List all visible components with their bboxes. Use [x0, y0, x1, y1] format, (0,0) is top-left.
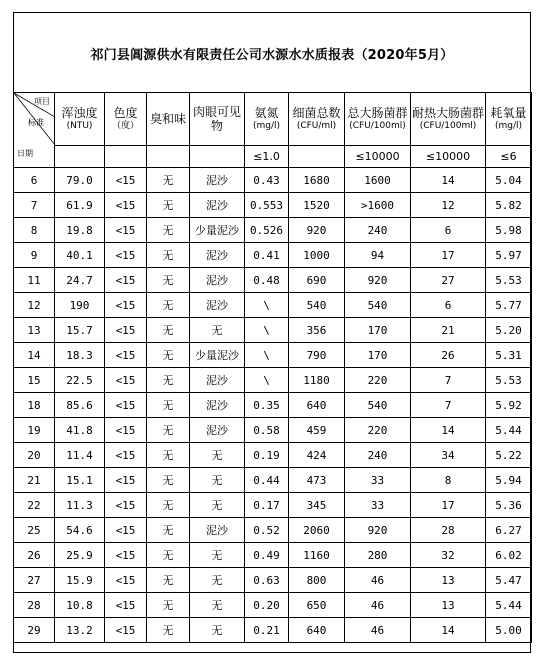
value-cell: 28: [411, 518, 486, 543]
value-cell: <15: [105, 393, 147, 418]
value-cell: 640: [289, 393, 345, 418]
value-cell: 无: [147, 168, 190, 193]
value-cell: 85.6: [55, 393, 105, 418]
value-cell: 540: [289, 293, 345, 318]
value-cell: 17: [411, 493, 486, 518]
value-cell: 5.92: [486, 393, 532, 418]
value-cell: 泥沙: [190, 168, 245, 193]
value-cell: 无: [190, 468, 245, 493]
value-cell: <15: [105, 493, 147, 518]
diag-label-standard: 标准: [28, 118, 44, 127]
value-cell: 无: [147, 393, 190, 418]
value-cell: 11.4: [55, 443, 105, 468]
column-header-name: 色度: [113, 106, 138, 120]
value-cell: 12: [411, 193, 486, 218]
value-cell: 5.44: [486, 593, 532, 618]
value-cell: 无: [147, 468, 190, 493]
value-cell: >1600: [345, 193, 411, 218]
value-cell: 5.22: [486, 443, 532, 468]
value-cell: 无: [147, 368, 190, 393]
column-header: [289, 93, 345, 146]
value-cell: 7: [411, 393, 486, 418]
value-cell: <15: [105, 193, 147, 218]
value-cell: 10.8: [55, 593, 105, 618]
value-cell: 5.31: [486, 343, 532, 368]
value-cell: 13.2: [55, 618, 105, 643]
table-row: [14, 543, 532, 568]
table-row: [14, 518, 532, 543]
standard-row: [14, 146, 532, 168]
value-cell: 5.53: [486, 368, 532, 393]
value-cell: 5.00: [486, 618, 532, 643]
value-cell: 6.27: [486, 518, 532, 543]
value-cell: <15: [105, 518, 147, 543]
value-cell: 5.77: [486, 293, 532, 318]
date-cell: 26: [14, 543, 55, 568]
value-cell: 5.97: [486, 243, 532, 268]
standard-cell: ≤10000: [345, 146, 411, 168]
value-cell: \: [245, 293, 289, 318]
column-header-name: 肉眼可见: [192, 105, 241, 119]
value-cell: 33: [345, 493, 411, 518]
column-header-unit: （度）: [111, 121, 139, 131]
value-cell: 0.52: [245, 518, 289, 543]
value-cell: 25.9: [55, 543, 105, 568]
value-cell: 170: [345, 343, 411, 368]
date-cell: 15: [14, 368, 55, 393]
diag-label-item: 项目: [34, 97, 50, 106]
value-cell: 0.21: [245, 618, 289, 643]
value-cell: 泥沙: [190, 193, 245, 218]
diagonal-header-cell: [14, 93, 55, 168]
column-header-unit: (CFU/100ml): [419, 121, 477, 131]
value-cell: 0.35: [245, 393, 289, 418]
value-cell: 46: [345, 593, 411, 618]
value-cell: 无: [147, 418, 190, 443]
value-cell: 无: [147, 218, 190, 243]
value-cell: 无: [190, 443, 245, 468]
value-cell: 240: [345, 218, 411, 243]
column-header-unit: (CFU/ml): [296, 121, 337, 131]
value-cell: 17: [411, 243, 486, 268]
value-cell: 0.58: [245, 418, 289, 443]
value-cell: 26: [411, 343, 486, 368]
value-cell: 少量泥沙: [190, 218, 245, 243]
value-cell: 14: [411, 618, 486, 643]
value-cell: \: [245, 343, 289, 368]
value-cell: 无: [147, 568, 190, 593]
value-cell: 40.1: [55, 243, 105, 268]
value-cell: 无: [147, 543, 190, 568]
value-cell: <15: [105, 568, 147, 593]
value-cell: 18.3: [55, 343, 105, 368]
date-cell: 28: [14, 593, 55, 618]
value-cell: 790: [289, 343, 345, 368]
value-cell: 无: [147, 493, 190, 518]
value-cell: 41.8: [55, 418, 105, 443]
value-cell: 0.49: [245, 543, 289, 568]
value-cell: 19.8: [55, 218, 105, 243]
date-cell: 19: [14, 418, 55, 443]
value-cell: 无: [190, 593, 245, 618]
value-cell: 泥沙: [190, 393, 245, 418]
value-cell: <15: [105, 418, 147, 443]
column-header-name: 氨氮: [254, 106, 279, 120]
column-header-name: 细菌总数: [292, 106, 341, 120]
value-cell: 800: [289, 568, 345, 593]
table-body: [14, 93, 532, 643]
value-cell: 5.47: [486, 568, 532, 593]
date-cell: 29: [14, 618, 55, 643]
date-cell: 13: [14, 318, 55, 343]
column-header: [147, 93, 190, 146]
value-cell: 61.9: [55, 193, 105, 218]
date-cell: 7: [14, 193, 55, 218]
value-cell: 170: [345, 318, 411, 343]
value-cell: 0.41: [245, 243, 289, 268]
table-row: [14, 393, 532, 418]
value-cell: 33: [345, 468, 411, 493]
value-cell: 0.63: [245, 568, 289, 593]
value-cell: 54.6: [55, 518, 105, 543]
value-cell: 34: [411, 443, 486, 468]
value-cell: 5.82: [486, 193, 532, 218]
date-cell: 12: [14, 293, 55, 318]
value-cell: 920: [289, 218, 345, 243]
value-cell: 1180: [289, 368, 345, 393]
report-sheet: [13, 12, 531, 653]
value-cell: 8: [411, 468, 486, 493]
table-row: [14, 368, 532, 393]
value-cell: 泥沙: [190, 243, 245, 268]
value-cell: 14: [411, 168, 486, 193]
value-cell: 640: [289, 618, 345, 643]
value-cell: 2060: [289, 518, 345, 543]
value-cell: <15: [105, 243, 147, 268]
table-row: [14, 593, 532, 618]
value-cell: 无: [147, 243, 190, 268]
value-cell: 1000: [289, 243, 345, 268]
value-cell: 920: [345, 268, 411, 293]
value-cell: 无: [190, 318, 245, 343]
column-header-name: 臭和味: [149, 112, 186, 126]
value-cell: 5.20: [486, 318, 532, 343]
value-cell: 280: [345, 543, 411, 568]
column-header-unit: 物: [210, 119, 223, 133]
column-header-unit: (CFU/100ml): [349, 121, 406, 131]
value-cell: <15: [105, 618, 147, 643]
value-cell: 0.44: [245, 468, 289, 493]
value-cell: <15: [105, 268, 147, 293]
value-cell: 15.7: [55, 318, 105, 343]
value-cell: 6.02: [486, 543, 532, 568]
standard-cell: ≤1.0: [245, 146, 289, 168]
standard-cell: ≤6: [486, 146, 532, 168]
value-cell: 无: [147, 318, 190, 343]
report-title: 祁门县阊源供水有限责任公司水源水水质报表（2020年5月）: [90, 47, 454, 63]
value-cell: 356: [289, 318, 345, 343]
standard-cell: [147, 146, 190, 168]
table-row: [14, 343, 532, 368]
value-cell: 无: [147, 193, 190, 218]
value-cell: 1520: [289, 193, 345, 218]
standard-cell: [55, 146, 105, 168]
value-cell: 473: [289, 468, 345, 493]
value-cell: 15.1: [55, 468, 105, 493]
value-cell: 5.44: [486, 418, 532, 443]
value-cell: 泥沙: [190, 518, 245, 543]
value-cell: 1160: [289, 543, 345, 568]
date-cell: 11: [14, 268, 55, 293]
value-cell: <15: [105, 368, 147, 393]
column-header: [245, 93, 289, 146]
table-row: [14, 443, 532, 468]
value-cell: 泥沙: [190, 368, 245, 393]
column-header: [105, 93, 147, 146]
date-cell: 14: [14, 343, 55, 368]
value-cell: 650: [289, 593, 345, 618]
value-cell: <15: [105, 168, 147, 193]
value-cell: 14: [411, 418, 486, 443]
value-cell: 无: [190, 493, 245, 518]
header-row: [14, 93, 532, 146]
value-cell: 690: [289, 268, 345, 293]
value-cell: 920: [345, 518, 411, 543]
value-cell: 无: [190, 568, 245, 593]
value-cell: 5.36: [486, 493, 532, 518]
table-row: [14, 168, 532, 193]
column-header-name: 耗氧量: [490, 106, 527, 120]
value-cell: 27: [411, 268, 486, 293]
standard-cell: [105, 146, 147, 168]
value-cell: 无: [147, 518, 190, 543]
value-cell: 5.94: [486, 468, 532, 493]
value-cell: 15.9: [55, 568, 105, 593]
value-cell: 46: [345, 568, 411, 593]
value-cell: 46: [345, 618, 411, 643]
standard-cell: ≤10000: [411, 146, 486, 168]
table-row: [14, 218, 532, 243]
value-cell: 无: [147, 593, 190, 618]
value-cell: 190: [55, 293, 105, 318]
value-cell: 21: [411, 318, 486, 343]
value-cell: 少量泥沙: [190, 343, 245, 368]
column-header: [55, 93, 105, 146]
value-cell: <15: [105, 218, 147, 243]
value-cell: 540: [345, 393, 411, 418]
value-cell: 0.17: [245, 493, 289, 518]
value-cell: 无: [147, 443, 190, 468]
value-cell: 5.04: [486, 168, 532, 193]
value-cell: 424: [289, 443, 345, 468]
value-cell: 无: [190, 543, 245, 568]
value-cell: <15: [105, 593, 147, 618]
column-header-unit: (mg/l): [252, 121, 281, 131]
value-cell: 0.20: [245, 593, 289, 618]
value-cell: 345: [289, 493, 345, 518]
value-cell: 无: [147, 618, 190, 643]
value-cell: 5.98: [486, 218, 532, 243]
water-quality-table: [13, 92, 532, 643]
value-cell: 7: [411, 368, 486, 393]
standard-cell: [289, 146, 345, 168]
value-cell: 220: [345, 368, 411, 393]
value-cell: 94: [345, 243, 411, 268]
value-cell: 22.5: [55, 368, 105, 393]
value-cell: 6: [411, 293, 486, 318]
column-header-unit: (mg/l): [494, 121, 523, 131]
value-cell: 0.43: [245, 168, 289, 193]
value-cell: 540: [345, 293, 411, 318]
value-cell: \: [245, 368, 289, 393]
value-cell: <15: [105, 318, 147, 343]
value-cell: 5.53: [486, 268, 532, 293]
value-cell: 1680: [289, 168, 345, 193]
column-header-name: 总大肠菌群: [347, 106, 408, 120]
value-cell: 泥沙: [190, 268, 245, 293]
standard-cell: [190, 146, 245, 168]
column-header-name: 浑浊度: [61, 106, 98, 120]
column-header: [345, 93, 411, 146]
value-cell: 0.19: [245, 443, 289, 468]
date-cell: 6: [14, 168, 55, 193]
value-cell: 泥沙: [190, 418, 245, 443]
table-row: [14, 268, 532, 293]
value-cell: <15: [105, 543, 147, 568]
value-cell: 32: [411, 543, 486, 568]
value-cell: 240: [345, 443, 411, 468]
value-cell: 0.553: [245, 193, 289, 218]
value-cell: 0.526: [245, 218, 289, 243]
value-cell: 13: [411, 593, 486, 618]
value-cell: 24.7: [55, 268, 105, 293]
date-cell: 20: [14, 443, 55, 468]
column-header-unit: (NTU): [66, 121, 93, 131]
table-row: [14, 243, 532, 268]
value-cell: 1600: [345, 168, 411, 193]
value-cell: 无: [147, 343, 190, 368]
date-cell: 25: [14, 518, 55, 543]
value-cell: 220: [345, 418, 411, 443]
table-row: [14, 568, 532, 593]
date-cell: 9: [14, 243, 55, 268]
column-header-name: 耐热大肠菌群: [411, 106, 484, 120]
date-cell: 21: [14, 468, 55, 493]
table-row: [14, 618, 532, 643]
table-row: [14, 318, 532, 343]
value-cell: 无: [190, 618, 245, 643]
diag-label-date: 日期: [17, 149, 33, 158]
value-cell: 无: [147, 268, 190, 293]
value-cell: 0.48: [245, 268, 289, 293]
date-cell: 8: [14, 218, 55, 243]
value-cell: <15: [105, 293, 147, 318]
table-row: [14, 193, 532, 218]
date-cell: 27: [14, 568, 55, 593]
date-cell: 18: [14, 393, 55, 418]
table-row: [14, 418, 532, 443]
table-row: [14, 468, 532, 493]
value-cell: 6: [411, 218, 486, 243]
value-cell: 无: [147, 293, 190, 318]
column-header: [486, 93, 532, 146]
value-cell: 11.3: [55, 493, 105, 518]
table-row: [14, 293, 532, 318]
value-cell: \: [245, 318, 289, 343]
column-header: [190, 93, 245, 146]
value-cell: 泥沙: [190, 293, 245, 318]
value-cell: <15: [105, 443, 147, 468]
column-header: [411, 93, 486, 146]
table-row: [14, 493, 532, 518]
value-cell: <15: [105, 468, 147, 493]
value-cell: 79.0: [55, 168, 105, 193]
value-cell: 459: [289, 418, 345, 443]
date-cell: 22: [14, 493, 55, 518]
value-cell: <15: [105, 343, 147, 368]
value-cell: 13: [411, 568, 486, 593]
